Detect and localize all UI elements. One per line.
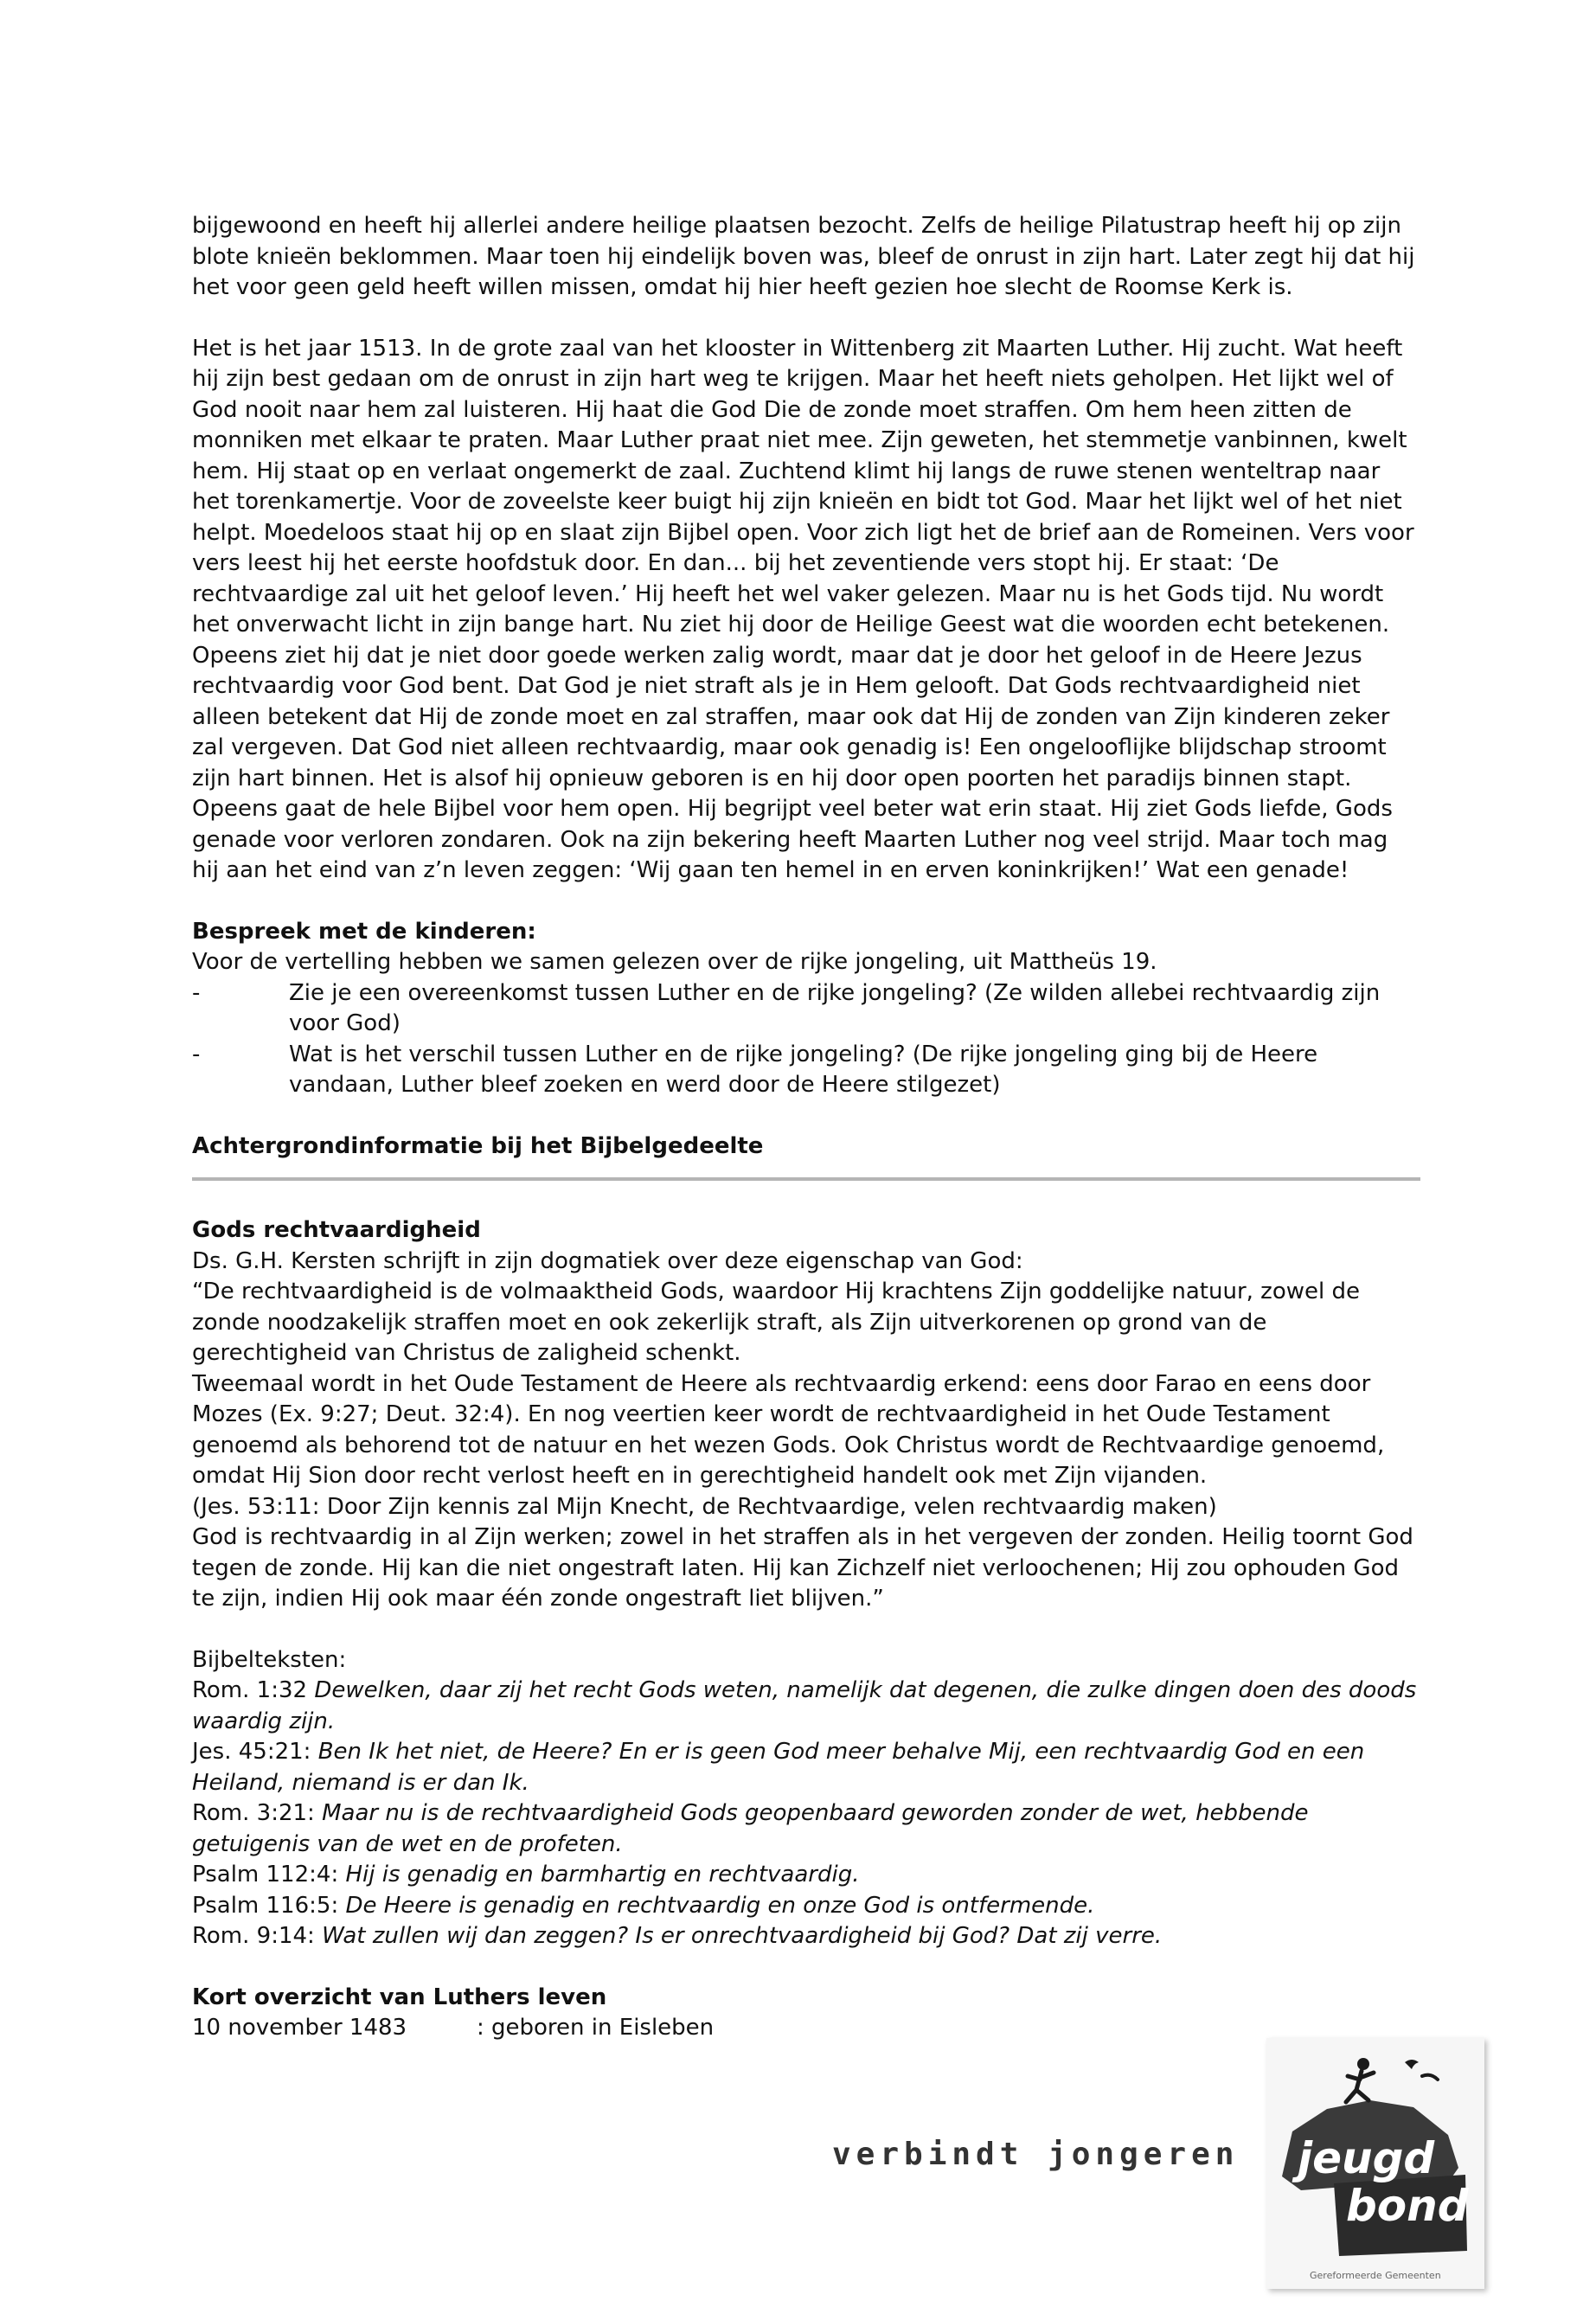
list-item-text: Wat is het verschil tussen Luther en de rijke jongeling? (De rijke jongeling ging bij de Heere vandaan, Luther bleef zoeken en werd door de Heere stilgezet) [289,1041,1318,1098]
verse-text: Hij is genadig en barmhartig en rechtvaardig. [345,1862,860,1888]
verse-item [192,1860,1420,1891]
logo-word-bond: bond [1346,2181,1469,2231]
spacer [192,1101,1420,1131]
verse-item [192,1891,1420,1922]
verse-text: Maar nu is de rechtvaardigheid Gods geopenbaard geworden zonder de wet, hebbende getuigenis van de wet en de profeten. [192,1800,1309,1857]
verse-item [192,1798,1420,1860]
verse-text: Ben Ik het niet, de Heere? En er is geen God meer behalve Mij, een rechtvaardig God en een Heiland, niemand is er dan Ik. [192,1739,1365,1796]
background-heading: Achtergrondinformatie bij het Bijbelgedeelte [192,1132,764,1159]
list-item [192,1040,1420,1101]
righteousness-heading: Gods rechtvaardigheid [192,1217,481,1243]
spacer [192,304,1420,334]
verse-ref: Psalm 112:4: [192,1862,339,1888]
verse-item [192,1676,1420,1737]
timeline-row [192,2013,1420,2044]
list-item-text: Zie je een overeenkomst tussen Luther en de rijke jongeling? (Ze wilden allebei rechtvaardig zijn voor God) [289,979,1381,1036]
verse-item [192,1921,1420,1952]
intro-paragraph: bijgewoond en heeft hij allerlei andere heilige plaatsen bezocht. Zelfs de heilige Pilatustrap heeft hij op zijn blote knieën beklommen. Maar toen hij eindelijk boven was, bleef de onrust in zijn hart. Later zegt hij dat hij het voor geen geld heeft willen missen, omdat hij hier heeft gezien hoe slecht de Roomse Kerk is. [192,213,1415,300]
footer-slogan: verbindt jongeren [832,2137,1240,2172]
spacer [192,887,1420,917]
verse-ref: Psalm 116:5: [192,1892,339,1919]
jeugdbond-logo [1266,2038,1484,2289]
righteousness-isaiah: (Jes. 53:11: Door Zijn kennis zal Mijn Knecht, de Rechtvaardige, velen rechtvaardig maken) [192,1493,1217,1520]
verse-ref: Rom. 1:32 [192,1677,308,1703]
logo-subtitle: Gereformeerde Gemeenten [1310,2270,1441,2281]
document-body [192,211,1420,2044]
righteousness-ot: Tweemaal wordt in het Oude Testament de Heere als rechtvaardig erkend: eens door Farao en eens door Mozes (Ex. 9:27; Deut. 32:4). En nog veertien keer wordt de rechtvaardigheid in het Oude Testament genoemd als behorend tot de natuur en het wezen Gods. Ook Christus wordt de Rechtvaardige genoemd, omdat Hij Sion door recht verlost heeft en in gerechtigheid handelt ook met Zijn vijanden. [192,1370,1385,1489]
righteousness-source: Ds. G.H. Kersten schrijft in zijn dogmatiek over deze eigenschap van God: [192,1247,1023,1274]
verse-text: De Heere is genadig en rechtvaardig en onze God is ontfermende. [345,1892,1095,1919]
discuss-intro: Voor de vertelling hebben we samen gelezen over de rijke jongeling, uit Mattheüs 19. [192,949,1157,975]
list-bullet: - [192,1041,201,1067]
verse-text: Dewelken, daar zij het recht Gods weten, namelijk dat degenen, die zulke dingen doen des doods waardig zijn. [192,1677,1417,1734]
verses-label: Bijbelteksten: [192,1646,347,1673]
timeline-date: 10 november 1483 [192,2015,407,2041]
list-item [192,978,1420,1040]
righteousness-closing: God is rechtvaardig in al Zijn werken; zowel in het straffen als in het vergeven der zonden. Heilig toornt God tegen de zonde. Hij kan die niet ongestraft laten. Hij kan Zichzelf niet verloochenen; Hij zou ophouden God te zijn, indien Hij ook maar één zonde ongestraft liet blijven.” [192,1524,1413,1612]
list-bullet: - [192,979,201,1006]
story-paragraph: Het is het jaar 1513. In de grote zaal van het klooster in Wittenberg zit Maarten Luther. Hij zucht. Wat heeft hij zijn best gedaan om de onrust in zijn hart weg te krijgen. Maar het heeft niets geholpen. Het lijkt wel of God nooit naar hem zal luisteren. Hij haat die God Die de zonde moet straffen. Om hem heen zitten de monniken met elkaar te praten. Maar Luther praat niet mee. Zijn geweten, het stemmetje vanbinnen, kwelt hem. Hij staat op en verlaat ongemerkt de zaal. Zuchtend klimt hij langs de ruwe stenen wenteltrap naar het torenkamertje. Voor de zoveelste keer buigt hij zijn knieën en bidt tot God. Maar het lijkt wel of het niet helpt. Moedeloos staat hij op en slaat zijn Bijbel open. Voor zich ligt het de brief aan de Romeinen. Vers voor vers leest hij het eerste hoofdstuk door. En dan... bij het zeventiende vers stopt hij. Er staat: ‘De rechtvaardige zal uit het geloof leven.’ Hij heeft het wel vaker gelezen. Maar nu is het Gods tijd. Nu wordt het onverwacht licht in zijn bange hart. Nu ziet hij door de Heilige Geest wat die woorden echt betekenen. Opeens ziet hij dat je niet door goede werken zalig wordt, maar dat je door het geloof in de Heere Jezus rechtvaardig voor God bent. Dat God je niet straft als je in Hem gelooft. Dat Gods rechtvaardigheid niet alleen betekent dat Hij de zonde moet en zal straffen, maar ook dat Hij de zonden van Zijn kinderen zeker zal vergeven. Dat God niet alleen rechtvaardig, maar ook genadig is! Een ongelooflijke blijdschap stroomt zijn hart binnen. Het is alsof hij opnieuw geboren is en hij door open poorten het paradijs binnen stapt. Opeens gaat de hele Bijbel voor hem open. Hij begrijpt veel beter wat erin staat. Hij ziet Gods liefde, Gods genade voor verloren zondaren. Ook na zijn bekering heeft Maarten Luther nog veel strijd. Maar toch mag hij aan het eind van z’n leven zeggen: ‘Wij gaan ten hemel in en erven koninkrijken!’ Wat een genade! [192,335,1414,883]
verse-ref: Rom. 9:14: [192,1923,315,1949]
discuss-heading: Bespreek met de kinderen: [192,918,536,945]
verse-text: Wat zullen wij dan zeggen? Is er onrechtvaardigheid bij God? Dat zij verre. [322,1923,1163,1949]
verse-ref: Jes. 45:21: [192,1739,311,1765]
logo-word-jeugd: jeugd [1298,2133,1435,2183]
timeline-event: : geboren in Eisleben [477,2015,715,2041]
discuss-list [192,978,1420,1101]
spacer [192,1952,1420,1983]
righteousness-quote: “De rechtvaardigheid is de volmaaktheid Gods, waardoor Hij krachtens Zijn goddelijke natuur, zowel de zonde noodzakelijk straffen moet en ook zekerlijk straft, als Zijn uitverkorenen op grond van de gerechtigheid van Christus de zaligheid schenkt. [192,1279,1360,1366]
spacer [192,1615,1420,1645]
verse-ref: Rom. 3:21: [192,1800,315,1826]
verse-item [192,1737,1420,1798]
horizontal-rule [192,1177,1420,1181]
timeline-heading: Kort overzicht van Luthers leven [192,1984,607,2010]
